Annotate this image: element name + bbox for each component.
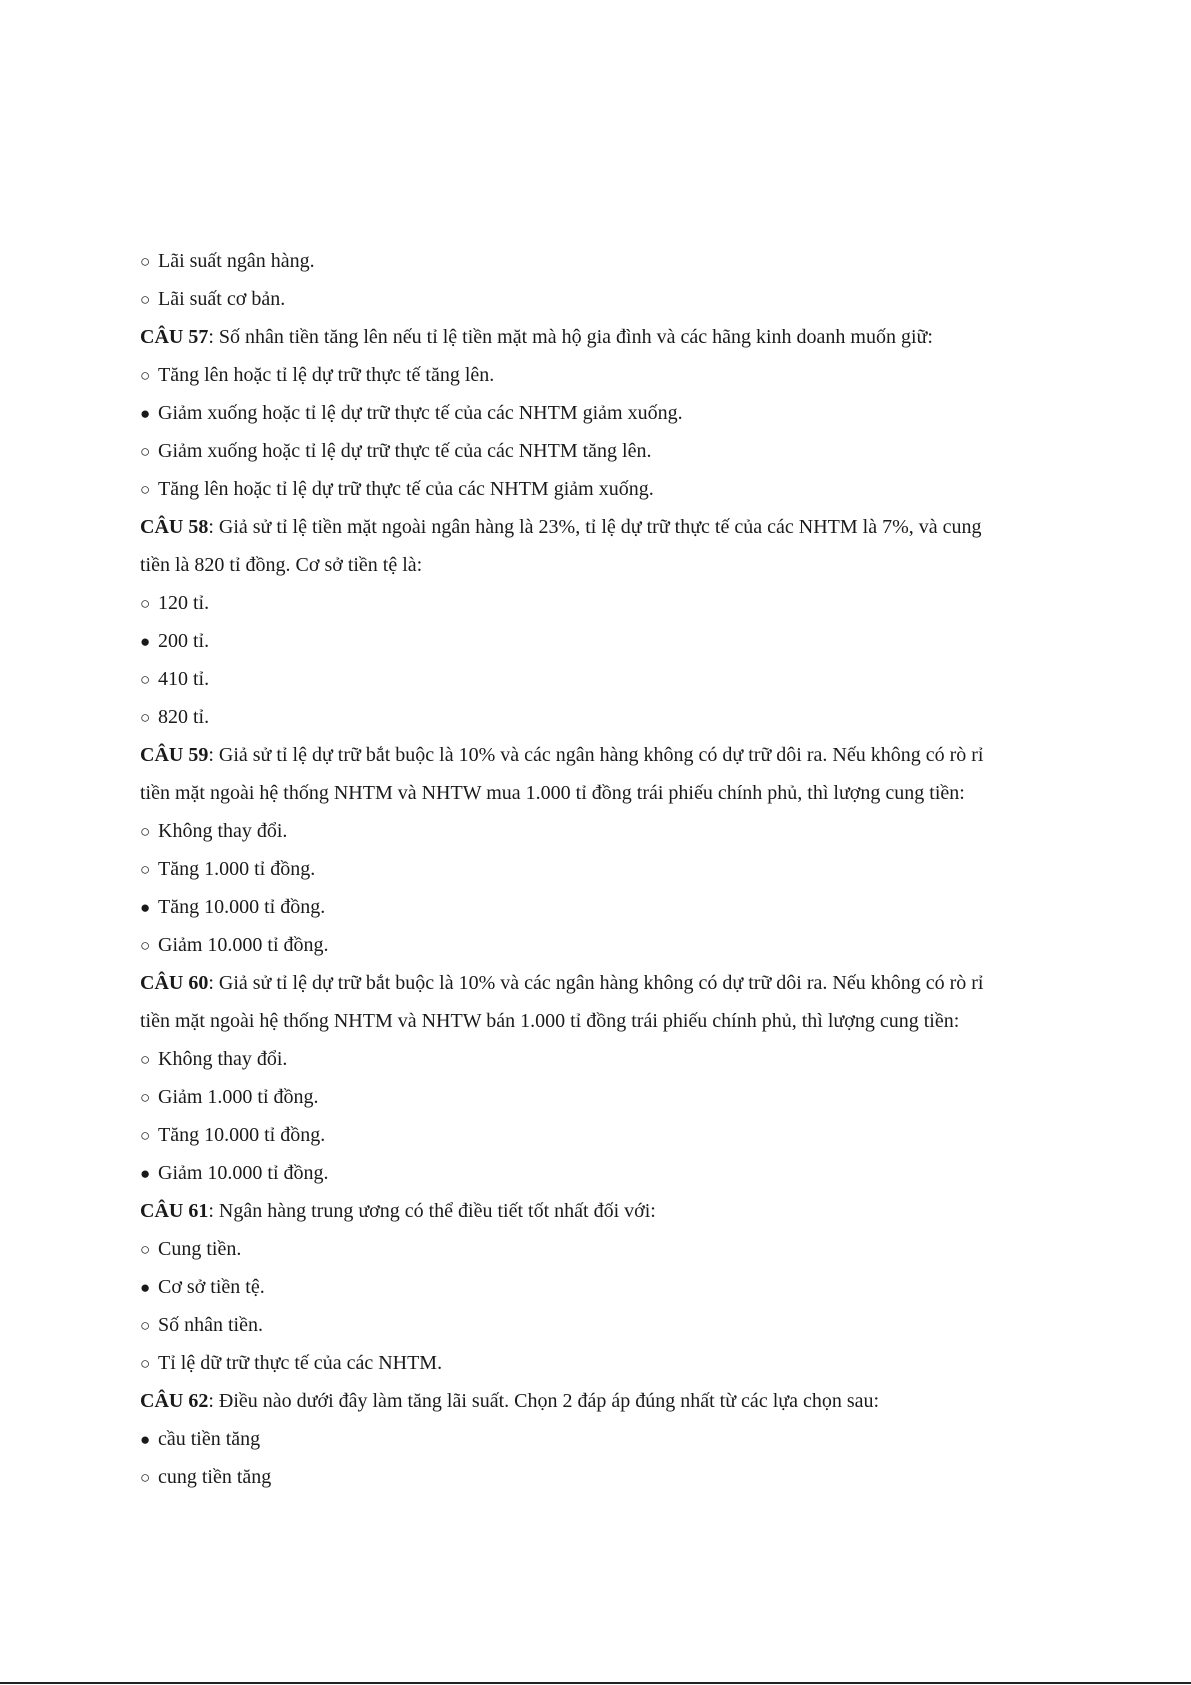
option-line [140, 1078, 1060, 1116]
option-text: 410 tỉ. [158, 668, 210, 690]
question-label: CÂU 61 [140, 1200, 209, 1222]
option-line-selected [140, 1420, 1060, 1458]
option-line [140, 470, 1060, 508]
page-bottom-rule [0, 1682, 1191, 1684]
question-heading [140, 1382, 1060, 1420]
option-text: Tỉ lệ dữ trữ thực tế của các NHTM. [158, 1352, 443, 1374]
radio-filled-icon: ● [140, 898, 151, 917]
option-text: Cung tiền. [158, 1238, 242, 1260]
radio-empty-icon: ○ [140, 594, 151, 613]
question-prompt: : Giả sử tỉ lệ dự trữ bắt buộc là 10% và các ngân hàng không có dự trữ dôi ra. Nếu không có rò rỉ [208, 972, 984, 994]
option-line [140, 1040, 1060, 1078]
question-prompt: : Ngân hàng trung ương có thể điều tiết tốt nhất đối với: [208, 1200, 656, 1222]
option-line [140, 1458, 1060, 1496]
radio-empty-icon: ○ [140, 366, 151, 385]
option-text: 200 tỉ. [158, 630, 210, 652]
option-text: Tăng lên hoặc tỉ lệ dự trữ thực tế của các NHTM giảm xuống. [158, 478, 654, 500]
radio-empty-icon: ○ [140, 936, 151, 955]
question-heading [140, 318, 1060, 356]
question-prompt: tiền là 820 tỉ đồng. Cơ sở tiền tệ là: [140, 554, 423, 576]
option-text: 120 tỉ. [158, 592, 210, 614]
radio-empty-icon: ○ [140, 1468, 151, 1487]
question-prompt: : Giả sử tỉ lệ tiền mặt ngoài ngân hàng là 23%, tỉ lệ dự trữ thực tế của các NHTM là 7%, và cung [208, 516, 982, 538]
radio-empty-icon: ○ [140, 708, 151, 727]
radio-filled-icon: ● [140, 1164, 151, 1183]
option-text: Giảm 10.000 tỉ đồng. [158, 934, 329, 956]
option-line [140, 242, 1060, 280]
radio-filled-icon: ● [140, 1430, 151, 1449]
option-text: cầu tiền tăng [158, 1428, 261, 1450]
option-text: Tăng lên hoặc tỉ lệ dự trữ thực tế tăng lên. [158, 364, 495, 386]
option-line [140, 280, 1060, 318]
question-label: CÂU 59 [140, 744, 209, 766]
radio-empty-icon: ○ [140, 480, 151, 499]
option-text: Lãi suất cơ bản. [158, 288, 286, 310]
option-text: cung tiền tăng [158, 1466, 272, 1488]
question-prompt: tiền mặt ngoài hệ thống NHTM và NHTW mua 1.000 tỉ đồng trái phiếu chính phủ, thì lượng cung tiền: [140, 782, 965, 804]
question-prompt: : Điều nào dưới đây làm tăng lãi suất. Chọn 2 đáp áp đúng nhất từ các lựa chọn sau: [208, 1390, 880, 1412]
option-text: Tăng 10.000 tỉ đồng. [158, 896, 326, 918]
question-prompt-continued [140, 1002, 1060, 1040]
option-line [140, 926, 1060, 964]
option-line-selected [140, 1268, 1060, 1306]
question-prompt-continued [140, 774, 1060, 812]
question-prompt: : Số nhân tiền tăng lên nếu tỉ lệ tiền mặt mà hộ gia đình và các hãng kinh doanh muốn giữ: [208, 326, 933, 348]
question-heading [140, 964, 1060, 1002]
radio-empty-icon: ○ [140, 1088, 151, 1107]
option-line [140, 660, 1060, 698]
option-text: Giảm xuống hoặc tỉ lệ dự trữ thực tế của các NHTM tăng lên. [158, 440, 652, 462]
option-line [140, 1306, 1060, 1344]
option-text: Cơ sở tiền tệ. [158, 1276, 265, 1298]
option-line [140, 1344, 1060, 1382]
option-text: Số nhân tiền. [158, 1314, 263, 1336]
option-line [140, 850, 1060, 888]
option-line-selected [140, 888, 1060, 926]
radio-empty-icon: ○ [140, 1050, 151, 1069]
radio-filled-icon: ● [140, 1278, 151, 1297]
question-label: CÂU 58 [140, 516, 209, 538]
radio-empty-icon: ○ [140, 252, 151, 271]
option-line [140, 432, 1060, 470]
radio-empty-icon: ○ [140, 1316, 151, 1335]
radio-filled-icon: ● [140, 632, 151, 651]
question-label: CÂU 57 [140, 326, 209, 348]
question-heading [140, 1192, 1060, 1230]
question-heading [140, 508, 1060, 546]
radio-empty-icon: ○ [140, 670, 151, 689]
option-text: Tăng 10.000 tỉ đồng. [158, 1124, 326, 1146]
option-line-selected [140, 1154, 1060, 1192]
option-line-selected [140, 622, 1060, 660]
question-label: CÂU 60 [140, 972, 209, 994]
question-prompt: : Giả sử tỉ lệ dự trữ bắt buộc là 10% và các ngân hàng không có dự trữ dôi ra. Nếu không có rò rỉ [208, 744, 984, 766]
option-line [140, 698, 1060, 736]
option-text: Giảm 1.000 tỉ đồng. [158, 1086, 319, 1108]
radio-empty-icon: ○ [140, 1354, 151, 1373]
question-prompt-continued [140, 546, 1060, 584]
option-text: Không thay đổi. [158, 820, 288, 842]
radio-empty-icon: ○ [140, 860, 151, 879]
quiz-content [140, 242, 1060, 1496]
question-label: CÂU 62 [140, 1390, 209, 1412]
option-text: Tăng 1.000 tỉ đồng. [158, 858, 316, 880]
option-line [140, 812, 1060, 850]
option-text: Không thay đổi. [158, 1048, 288, 1070]
option-text: 820 tỉ. [158, 706, 210, 728]
radio-filled-icon: ● [140, 404, 151, 423]
question-heading [140, 736, 1060, 774]
option-line [140, 1230, 1060, 1268]
option-text: Giảm 10.000 tỉ đồng. [158, 1162, 329, 1184]
question-prompt: tiền mặt ngoài hệ thống NHTM và NHTW bán 1.000 tỉ đồng trái phiếu chính phủ, thì lượng cung tiền: [140, 1010, 960, 1032]
option-line [140, 356, 1060, 394]
radio-empty-icon: ○ [140, 290, 151, 309]
radio-empty-icon: ○ [140, 442, 151, 461]
option-text: Giảm xuống hoặc tỉ lệ dự trữ thực tế của các NHTM giảm xuống. [158, 402, 683, 424]
option-line [140, 584, 1060, 622]
radio-empty-icon: ○ [140, 1126, 151, 1145]
option-line-selected [140, 394, 1060, 432]
option-line [140, 1116, 1060, 1154]
radio-empty-icon: ○ [140, 822, 151, 841]
radio-empty-icon: ○ [140, 1240, 151, 1259]
option-text: Lãi suất ngân hàng. [158, 250, 315, 272]
